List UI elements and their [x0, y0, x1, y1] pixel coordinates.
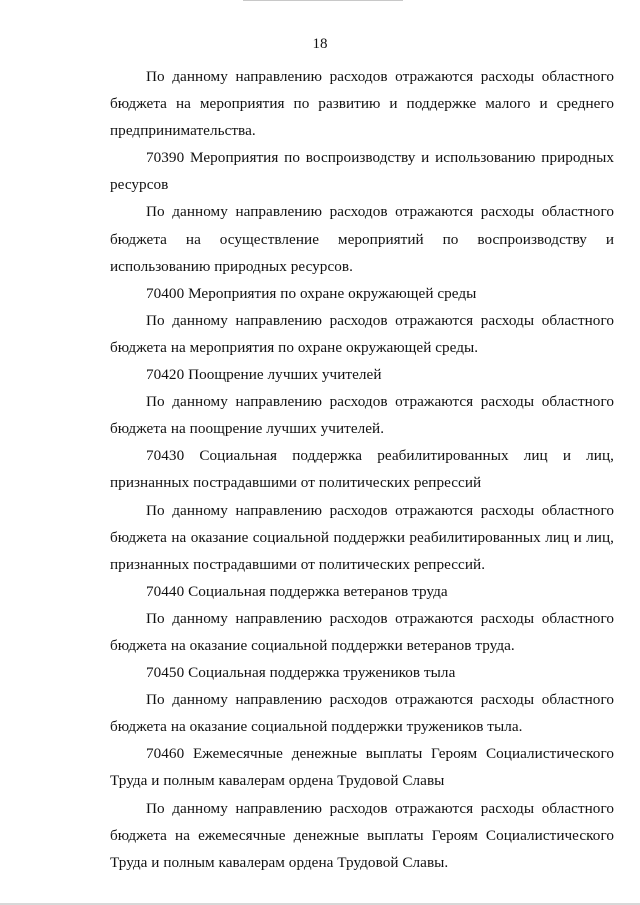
paragraph-heading: 70450 Социальная поддержка тружеников тыла — [146, 664, 456, 682]
paragraph-description: По данному направлению расходов отражаются расходы областного бюджета на осуществление мероприятий по воспроизводству и использованию природных ресурсов. — [110, 203, 614, 275]
paragraph-description: По данному направлению расходов отражаются расходы областного бюджета на ежемесячные денежные выплаты Героям Социалистического Труда и полным кавалерам ордена Трудовой Славы. — [110, 799, 614, 871]
paragraph-description: По данному направлению расходов отражаются расходы областного бюджета на мероприятия по охране окружающей среды. — [110, 311, 614, 356]
paragraph-description: По данному направлению расходов отражаются расходы областного бюджета на поощрение лучших учителей. — [110, 393, 614, 438]
paragraph-heading: 70400 Мероприятия по охране окружающей среды — [146, 284, 477, 302]
paragraph-heading: 70420 Поощрение лучших учителей — [146, 366, 382, 384]
paragraph-description: По данному направлению расходов отражаются расходы областного бюджета на оказание социальной поддержки реабилитированных лиц и лиц, признанных пострадавшими от политических репрессий. — [110, 501, 614, 573]
scan-edge-line — [243, 0, 403, 1]
paragraph-description: По данному направлению расходов отражаются расходы областного бюджета на оказание социальной поддержки ветеранов труда. — [110, 609, 614, 654]
paragraph-heading: 70430 Социальная поддержка реабилитированных лиц и лиц, признанных пострадавшими от политических репрессий — [110, 447, 614, 492]
paragraph-description: По данному направлению расходов отражаются расходы областного бюджета на оказание социальной поддержки тружеников тыла. — [110, 691, 614, 736]
document-body — [110, 63, 614, 876]
paragraph-heading: 70390 Мероприятия по воспроизводству и использованию природных ресурсов — [110, 149, 614, 194]
page-number: 18 — [312, 36, 328, 52]
paragraph-heading: 70440 Социальная поддержка ветеранов труда — [146, 582, 448, 600]
paragraph-heading: 70460 Ежемесячные денежные выплаты Героям Социалистического Труда и полным кавалерам ордена Трудовой Славы — [110, 745, 614, 790]
paragraph-description: По данному направлению расходов отражаются расходы областного бюджета на мероприятия по развитию и поддержке малого и среднего предпринимательства. — [110, 68, 614, 140]
